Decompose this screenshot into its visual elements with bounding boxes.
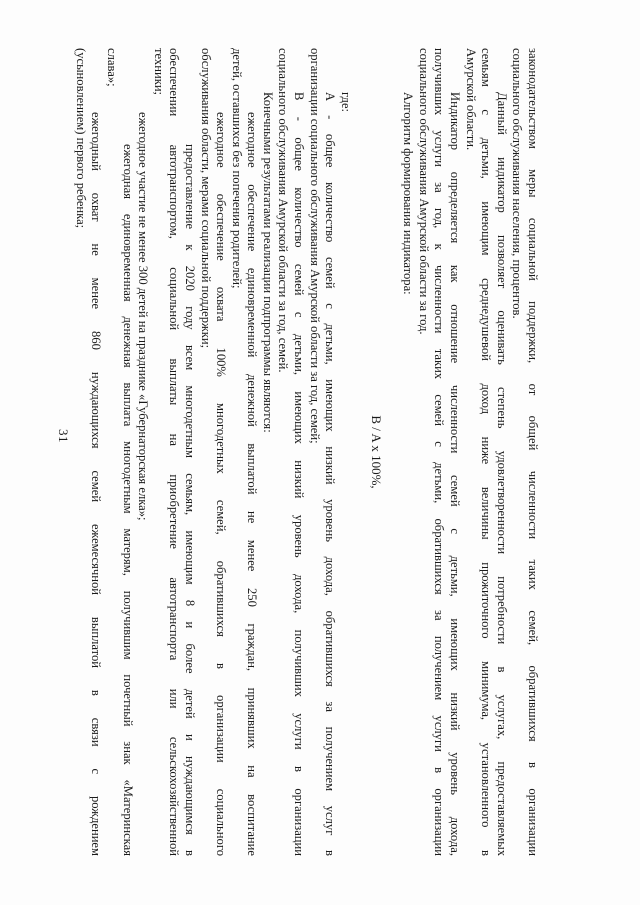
text-line: организации социального обслуживания Амурской области за год, семей; <box>307 48 322 444</box>
text-line: ежегодное обеспечение единовременной денежной выплатой не менее 250 граждан, принявших на воспитание <box>245 112 260 856</box>
text-line: получивших услуги за год, к численности таких семей с детьми, обратившихся за получением услуги в организации <box>432 48 447 856</box>
text-line: обслуживания области, мерами социальной поддержки; <box>198 48 213 349</box>
text-line: Индикатор определяется как отношение численности семей с детьми, имеющих низкий уровень дохода, <box>448 92 463 856</box>
text-line: обеспечении автотранспортом, социальной выплаты на приобретение автотранспорта или сельскохозяйственной <box>167 48 182 856</box>
text-line: Конечными результатами реализации подпрограммы являются: <box>260 92 275 433</box>
blank-line <box>353 48 369 856</box>
text-line: B - общее количество семей с детьми, имеющих низкий уровень дохода, получивших услуги в организации <box>292 92 307 856</box>
text-line: Амурской области. <box>463 48 478 151</box>
text-line: ежегодное обеспечение охвата 100% многодетных семей, обратившихся в организации социального <box>214 112 229 856</box>
text-line: законодательством меры социальной поддержки, от общей численности таких семей, обратившихся в организации <box>526 48 540 856</box>
text-line: социального обслуживания Амурской области за год. <box>416 48 431 335</box>
text-line: Алгоритм формирования индикатора: <box>401 92 416 295</box>
text-line: социального обслуживания Амурской области за год, семей. <box>276 48 291 373</box>
text-line: Данный индикатор позволяет оценивать степень удовлетворенности потребности в услугах, предоставляемых <box>494 92 509 856</box>
text-line: ежегодное участие не менее 300 детей на празднике «Губернаторская елка»; <box>136 112 151 521</box>
text-line: семьям с детьми, имеющим среднедушевой доход ниже величины прожиточного минимума, установленного в <box>479 48 494 856</box>
formula-line: B / A x 100%, <box>369 415 385 489</box>
text-line: где: <box>338 92 353 113</box>
text-line: детей, оставшихся без попечения родителей; <box>229 48 244 289</box>
blank-line <box>384 48 400 856</box>
text-line: социального обслуживания населения, процентов. <box>510 48 525 319</box>
text-line: (усыновлением) первого ребенка; <box>73 48 88 229</box>
rotated-text-block <box>73 48 540 856</box>
text-line: слава»; <box>104 48 119 87</box>
page-number: 31 <box>56 429 71 443</box>
text-line: предоставление к 2020 году всем многодетным семьям, имеющим 8 и более детей и нуждающимся в <box>182 144 197 856</box>
text-line: ежегодный охват не менее 860 нуждающихся семей ежемесячной выплатой в связи с рождением <box>89 112 104 856</box>
text-line: A - общее количество семей с детьми, имеющих низкий уровень дохода, обратившихся за получением услуг в <box>323 92 338 856</box>
text-line: техники; <box>151 48 166 96</box>
text-line: ежегодная единовременная денежная выплата многодетным матерям, получившим почетный знак «Материнская <box>120 144 135 856</box>
